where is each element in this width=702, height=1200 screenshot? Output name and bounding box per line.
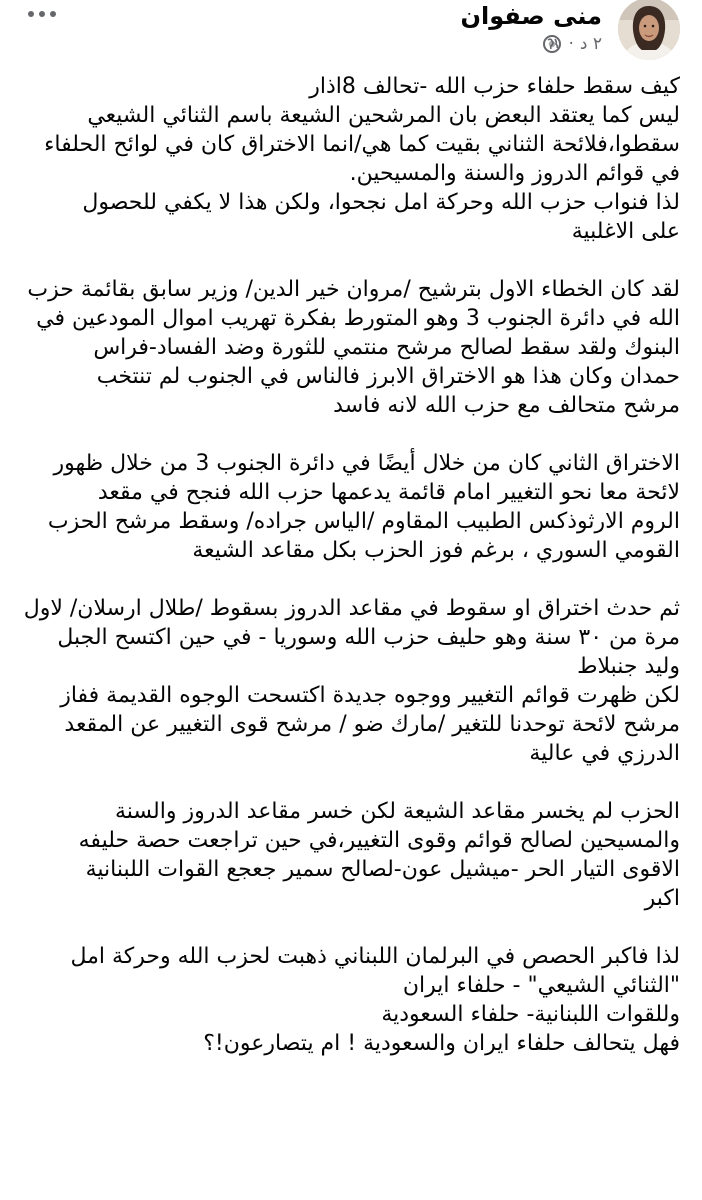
text-line: مرشح لائحة توحدنا للتغير /مارك ضو / مرشح قوى التغيير عن المقعد (64, 712, 680, 737)
text-line: في قوائم الدروز والسنة والمسيحين. (349, 161, 680, 186)
text-line: القومي السوري ، برغم فوز الحزب بكل مقاعد الشيعة (192, 538, 680, 563)
text-line: فهل يتحالف حلفاء ايران والسعودية ! ام يتصارعون!؟ (203, 1031, 680, 1056)
paragraph-1 (22, 72, 680, 246)
text-line: لقد كان الخطاء الاول بترشيح /مروان خير الدين/ وزير سابق بقائمة حزب (27, 277, 680, 302)
text-line: ثم حدث اختراق او سقوط في مقاعد الدروز بسقوط /طلال ارسلان/ لاول (23, 596, 680, 621)
more-horizontal-icon[interactable] (22, 2, 62, 26)
text-line: مرشح متحالف مع حزب الله لانه فاسد (333, 393, 680, 418)
text-line: الاختراق الثاني كان من خلال أيضًا في دائرة الجنوب 3 من خلال ظهور (53, 451, 680, 476)
text-line: لكن ظهرت قوائم التغيير ووجوه جديدة اكتسحت الوجوه القديمة ففاز (60, 683, 680, 708)
paragraph-4 (22, 594, 680, 768)
text-line: سقطوا،فلائحة الثناني بقيت كما هي/انما الاختراق كان في لوائح الحلفاء (44, 132, 680, 157)
text-line: وللقوات اللبنانية- حلفاء السعودية (381, 1002, 680, 1027)
text-line: وليد جنبلاط (577, 654, 680, 679)
text-line: لذا فنواب حزب الله وحركة امل نجحوا، ولكن هذا لا يكفي للحصول (82, 190, 680, 215)
text-line: اكبر (644, 886, 680, 911)
paragraph-6 (22, 942, 680, 1058)
text-line: الروم الارثوذكس الطبيب المقاوم /الياس جراده/ وسقط مرشح الحزب (47, 509, 680, 534)
post-subline (542, 34, 602, 54)
text-line: على الاغلبية (571, 219, 680, 244)
text-line: ليس كما يعتقد البعض بان المرشحين الشيعة باسم الثنائي الشيعي (87, 103, 680, 128)
paragraph-2 (22, 275, 680, 420)
text-line: لائحة معا نحو التغيير امام قائمة يدعمها حزب الله فنجح في مقعد (97, 480, 680, 505)
separator-dot: · (568, 34, 574, 54)
text-line: "الثنائي الشيعي" - حلفاء ايران (402, 973, 680, 998)
paragraph-5 (22, 797, 680, 913)
author-name[interactable]: منى صفوان (460, 2, 602, 30)
post-body (22, 72, 680, 1058)
post-header (22, 0, 680, 64)
globe-icon (542, 34, 562, 54)
text-line: لذا فاكبر الحصص في البرلمان اللبناني ذهبت لحزب الله وحركة امل (70, 944, 680, 969)
text-line: الله في دائرة الجنوب 3 وهو المتورط بفكرة تهريب اموال المودعين في (36, 306, 680, 331)
post-time[interactable]: ٢ د (579, 34, 602, 54)
text-line: الدرزي في عالية (529, 741, 680, 766)
text-line: الحزب لم يخسر مقاعد الشيعة لكن خسر مقاعد الدروز والسنة (114, 799, 680, 824)
paragraph-3 (22, 449, 680, 565)
text-line: كيف سقط حلفاء حزب الله -تحالف 8اذار (309, 74, 680, 99)
text-line: مرة من ٣٠ سنة وهو حليف حزب الله وسوريا - في حين اكتسح الجبل (57, 625, 680, 650)
text-line: البنوك ولقد سقط لصالح مرشح منتمي للثورة وضد الفساد-فراس (93, 335, 680, 360)
text-line: حمدان وكان هذا هو الاختراق الابرز فالناس في الجنوب لم تنتخب (96, 364, 680, 389)
post-meta (460, 2, 602, 54)
text-line: والمسيحين لصالح قوائم وقوى التغيير،في حين تراجعت حصة حليفه (78, 828, 680, 853)
text-line: الاقوى التيار الحر -ميشيل عون-لصالح سمير جعجع القوات اللبنانية (85, 857, 680, 882)
avatar[interactable] (618, 0, 680, 60)
